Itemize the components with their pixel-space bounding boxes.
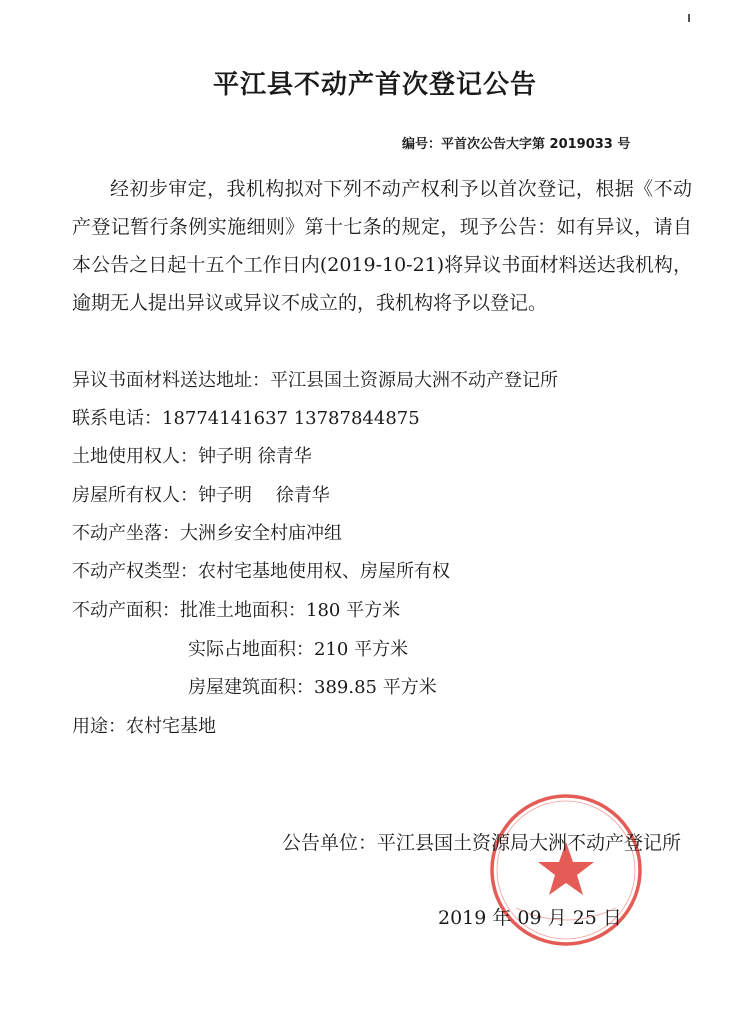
location-value: 大洲乡安全村庙冲组: [180, 523, 342, 544]
land-rights-holder-label: 土地使用权人：: [72, 446, 198, 467]
land-rights-holder-value: 钟子明 徐青华: [198, 446, 312, 467]
area-row: [72, 596, 400, 622]
house-owner-label: 房屋所有权人：: [72, 485, 198, 506]
area-label: 不动产面积：: [72, 600, 180, 621]
phone-value: 18774141637 13787844875: [162, 408, 420, 429]
notice-title: 平江县不动产首次登记公告: [212, 70, 537, 100]
objection-address-row: [72, 366, 558, 392]
usage-value: 农村宅基地: [126, 716, 216, 737]
objection-address-label: 异议书面材料送达地址：: [72, 370, 270, 391]
usage-row: [72, 712, 216, 738]
approved-land-area: 批准土地面积：180 平方米: [180, 600, 401, 621]
usage-label: 用途：: [72, 716, 126, 737]
building-area: 房屋建筑面积：389.85 平方米: [188, 677, 437, 698]
phone-label: 联系电话：: [72, 408, 162, 429]
house-owner-row: [72, 481, 330, 507]
scan-mark: [688, 14, 690, 22]
document-number: 编号：平首次公告大字第 2019033 号: [402, 137, 631, 152]
land-rights-holder-row: [72, 442, 312, 468]
right-type-label: 不动产权类型：: [72, 561, 198, 582]
right-type-value: 农村宅基地使用权、房屋所有权: [198, 561, 450, 582]
issue-date: 2019 年 09 月 25 日: [438, 907, 622, 929]
notice-body: 经初步审定，我机构拟对下列不动产权利予以首次登记，根据《不动产登记暂行条例实施细则》第十七条的规定，现予公告：如有异议，请自本公告之日起十五个工作日内(2019-10-21)将异议书面材料送达我机构，逾期无人提出异议或异议不成立的，我机构将予以登记。: [72, 178, 692, 314]
house-owner-value: 钟子明 徐青华: [198, 485, 330, 506]
location-row: [72, 519, 342, 545]
phone-row: [72, 404, 420, 430]
actual-land-area: 实际占地面积：210 平方米: [188, 639, 409, 660]
objection-address-value: 平江县国土资源局大洲不动产登记所: [270, 370, 558, 391]
right-type-row: [72, 557, 450, 583]
location-label: 不动产坐落：: [72, 523, 180, 544]
issuing-unit: 公告单位：平江县国土资源局大洲不动产登记所: [282, 832, 682, 854]
